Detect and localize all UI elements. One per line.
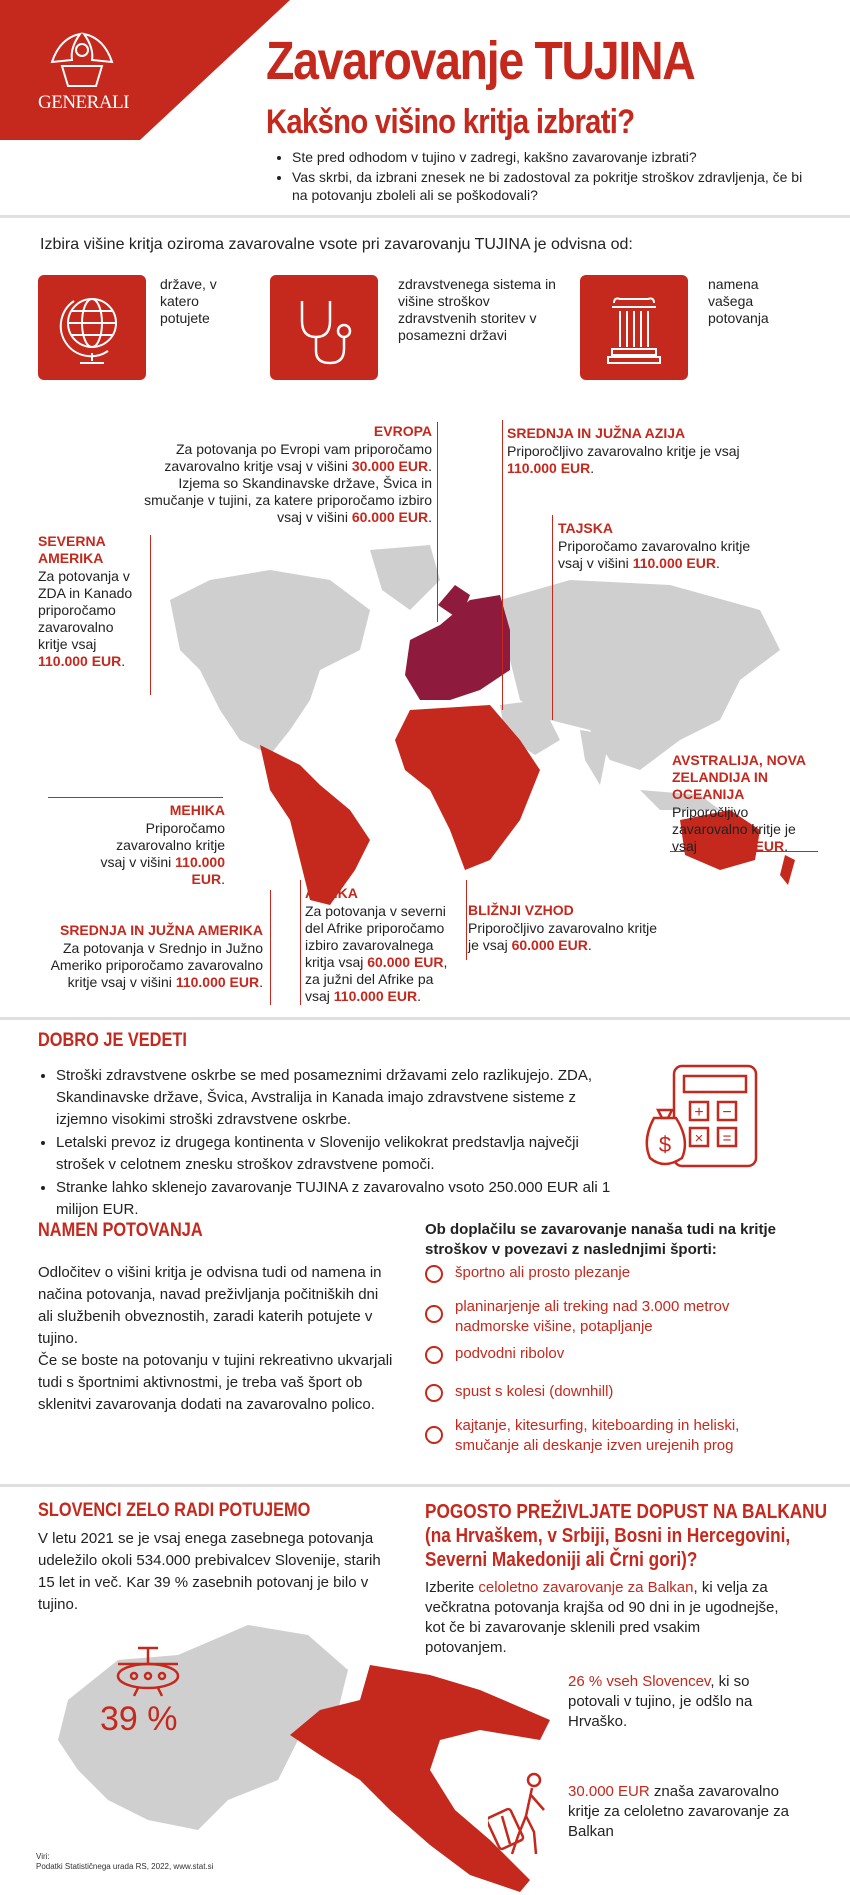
stethoscope-box: [270, 275, 378, 380]
region-title: AFRIKA: [305, 885, 358, 901]
good-to-know-heading: DOBRO JE VEDETI: [38, 1030, 187, 1051]
divider: [0, 1017, 850, 1020]
stethoscope-icon: [270, 275, 378, 380]
sources: Viri: Podatki Statističnega urada RS, 2022, www.stat.si: [36, 1852, 214, 1871]
leader-line: [552, 515, 553, 720]
page-title: Zavarovanje TUJINA: [266, 31, 695, 91]
balkan-insurance-link[interactable]: celoletno zavarovanje za Balkan: [478, 1579, 694, 1596]
leader-line: [466, 880, 467, 960]
globe-box: [38, 275, 146, 380]
bullet-circle-icon: [425, 1384, 443, 1402]
region-severna-amerika: SEVERNA AMERIKA Za potovanja v ZDA in Kanado priporočamo zavarovalno kritje vsaj 110.000 EUR.: [38, 533, 146, 670]
leader-line: [502, 420, 503, 710]
bullet-circle-icon: [425, 1265, 443, 1283]
leader-line: [300, 880, 301, 1005]
balkan-stat-croatia: 26 % vseh Slovencev, ki so potovali v tujino, je odšlo na Hrvaško.: [568, 1673, 753, 1730]
page-subtitle: Kakšno višino kritja izbrati?: [266, 103, 635, 141]
region-mehika: MEHIKA Priporočamo zavarovalno kritje vsaj v višini 110.000 EUR.: [100, 802, 225, 887]
region-afrika: AFRIKA Za potovanja v severni del Afrike priporočamo izbiro zavarovalnega kritja vsaj 60.000 EUR, za južni del Afrike pa vsaj 110.000 EUR.: [305, 885, 455, 1005]
traveler-icon: [488, 1772, 558, 1857]
balkan-heading: POGOSTO PREŽIVLJATE DOPUST NA BALKANU (na Hrvaškem, v Srbiji, Bosni in Hercegovini, Severni Makedoniji ali Črni gori)?: [425, 1501, 828, 1571]
balkan-text: Izberite celoletno zavarovanje za Balkan, ki velja za večkratna potovanja krajša od 90 dni in je ugodnejše, kot če bi zavarovanje sklenili pred vsakim potovanjem.: [425, 1579, 779, 1656]
svg-text:×: ×: [694, 1130, 704, 1147]
sport-item: podvodni ribolov: [455, 1345, 565, 1362]
slovenians-heading: SLOVENCI ZELO RADI POTUJEMO: [38, 1500, 311, 1521]
leader-line: [270, 890, 271, 1005]
slovenians-text: V letu 2021 se je vsaj enega zasebnega potovanja udeležilo okoli 534.000 prebivalcev Slovenije, starih 15 let in več. Kar 39 % zasebnih potovanj je bilo v tujino.: [38, 1530, 381, 1613]
region-srednja-juzna-amerika: SREDNJA IN JUŽNA AMERIKA Za potovanja v Srednjo in Južno Ameriko priporočamo zavarovalno kritje vsaj v višini 110.000 EUR.: [38, 922, 263, 991]
factors-lead: Izbira višine kritja oziroma zavarovalne vsote pri zavarovanju TUJINA je odvisna od:: [40, 236, 633, 253]
list-item: • Letalski prevoz iz drugega kontinenta v Slovenijo velikokrat predstavlja največji strošek v celotnem znesku stroškov zdravstvene pomoči.: [56, 1132, 630, 1176]
region-title: BLIŽNJI VZHOD: [468, 902, 574, 918]
region-tajska: TAJSKA Priporočamo zavarovalno kritje vsaj v višini 110.000 EUR.: [558, 520, 758, 572]
factor-health-text: zdravstvenega sistema in višine stroškov zdravstvenih storitev v posamezni državi: [398, 276, 556, 343]
purpose-heading: NAMEN POTOVANJA: [38, 1220, 203, 1241]
region-title: SREDNJA IN JUŽNA AMERIKA: [59, 922, 263, 938]
region-title: AVSTRALIJA, NOVA ZELANDIJA IN OCEANIJA: [672, 752, 806, 802]
map-greenland: [370, 545, 440, 610]
map-india: [580, 730, 610, 785]
sport-item: planinarjenje ali treking nad 3.000 metrov nadmorske višine, potapljanje: [455, 1298, 730, 1335]
balkan-stat-coverage: 30.000 EUR znaša zavarovalno kritje za celoletno zavarovanje za Balkan: [568, 1783, 789, 1840]
region-title: TAJSKA: [558, 520, 613, 536]
divider: [0, 1484, 850, 1487]
intro-bullet: • Ste pred odhodom v tujino v zadregi, kakšno zavarovanje izbrati?: [292, 148, 818, 166]
column-box: [580, 275, 688, 380]
column-icon: [580, 275, 688, 380]
list-item: • Stroški zdravstvene oskrbe se med posameznimi državami zelo razlikujejo. ZDA, Skandinavske države, Švica, Avstralija in Kanada imajo zdravstvene sisteme z izjemno visokimi stroški zdravstvene oskrbe.: [56, 1065, 630, 1131]
bullet-circle-icon: [425, 1346, 443, 1364]
sport-item: spust s kolesi (downhill): [455, 1383, 614, 1400]
intro-bullets: [278, 148, 818, 206]
airplane-icon: [108, 1638, 188, 1700]
generali-logo: GENERALI: [38, 92, 129, 113]
stat-39-percent: 39 %: [100, 1700, 178, 1738]
intro-bullet: • Vas skrbi, da izbrani znesek ne bi zadostoval za pokritje stroškov zdravljenja, če bi na potovanju zboleli ali se poškodovali?: [292, 168, 818, 204]
sport-item: kajtanje, kitesurfing, kiteboarding in heliski, smučanje ali deskanje izven urejenih prog: [455, 1417, 740, 1454]
map-south-america: [260, 745, 370, 905]
leader-line: [48, 797, 223, 798]
leader-line: [437, 422, 438, 622]
leader-line: [150, 535, 151, 695]
svg-text:+: +: [694, 1104, 704, 1121]
svg-text:=: =: [722, 1130, 732, 1147]
svg-text:−: −: [722, 1104, 732, 1121]
region-blizji-vzhod: BLIŽNJI VZHOD Priporočljivo zavarovalno kritje je vsaj 60.000 EUR.: [468, 902, 668, 954]
bullet-circle-icon: [425, 1426, 443, 1444]
bullet-circle-icon: [425, 1305, 443, 1323]
header-corner-banner: [0, 0, 290, 140]
region-evropa: EVROPA Za potovanja po Evropi vam priporočamo zavarovalno kritje vsaj v višini 30.000 EUR. Izjema so Skandinavske države, Švica in smučanje v tujini, za katere priporočamo izbiro vsaj v višini 60.000 EUR.: [130, 423, 432, 526]
region-avstralija: AVSTRALIJA, NOVA ZELANDIJA IN OCEANIJA Priporočljivo zavarovalno kritje je vsaj 110.000 EUR.: [672, 752, 822, 855]
divider: [0, 215, 850, 218]
globe-icon: [38, 275, 146, 380]
purpose-text: Odločitev o višini kritja je odvisna tudi od namena in načina potovanja, navad preživljanja počitniških dni ali službenih obveznostih, zaradi katerih potujete v tujino. Če se boste na potovanju v tujini rekreativno ukvarjali tudi s športnimi aktivnostmi, je treba vaš šport ob sklenitvi zavarovanja dodati na zavarovalno polico.: [38, 1264, 393, 1413]
good-to-know-list: [40, 1065, 630, 1222]
region-title: SEVERNA AMERIKA: [38, 533, 106, 566]
calculator-money-icon: [640, 1062, 780, 1172]
sports-lead: Ob doplačilu se zavarovanje nanaša tudi na kritje stroškov v povezavi z naslednjimi športi:: [425, 1221, 776, 1258]
factor-country-text: države, v katero potujete: [160, 276, 217, 326]
list-item: • Stranke lahko sklenejo zavarovanje TUJINA z zavarovalno vsoto 250.000 EUR ali 1 milijon EUR.: [56, 1177, 630, 1221]
region-title: EVROPA: [373, 423, 432, 439]
sport-item: športno ali prosto plezanje: [455, 1264, 631, 1281]
factor-purpose-text: namena vašega potovanja: [708, 276, 769, 326]
region-title: SREDNJA IN JUŽNA AZIJA: [507, 425, 686, 441]
map-north-america: [170, 570, 370, 755]
region-title: MEHIKA: [169, 802, 225, 818]
svg-text:$: $: [658, 1132, 672, 1157]
region-srednja-juzna-azija: SREDNJA IN JUŽNA AZIJA Priporočljivo zavarovalno kritje je vsaj 110.000 EUR.: [507, 425, 777, 477]
map-new-zealand: [780, 855, 795, 885]
